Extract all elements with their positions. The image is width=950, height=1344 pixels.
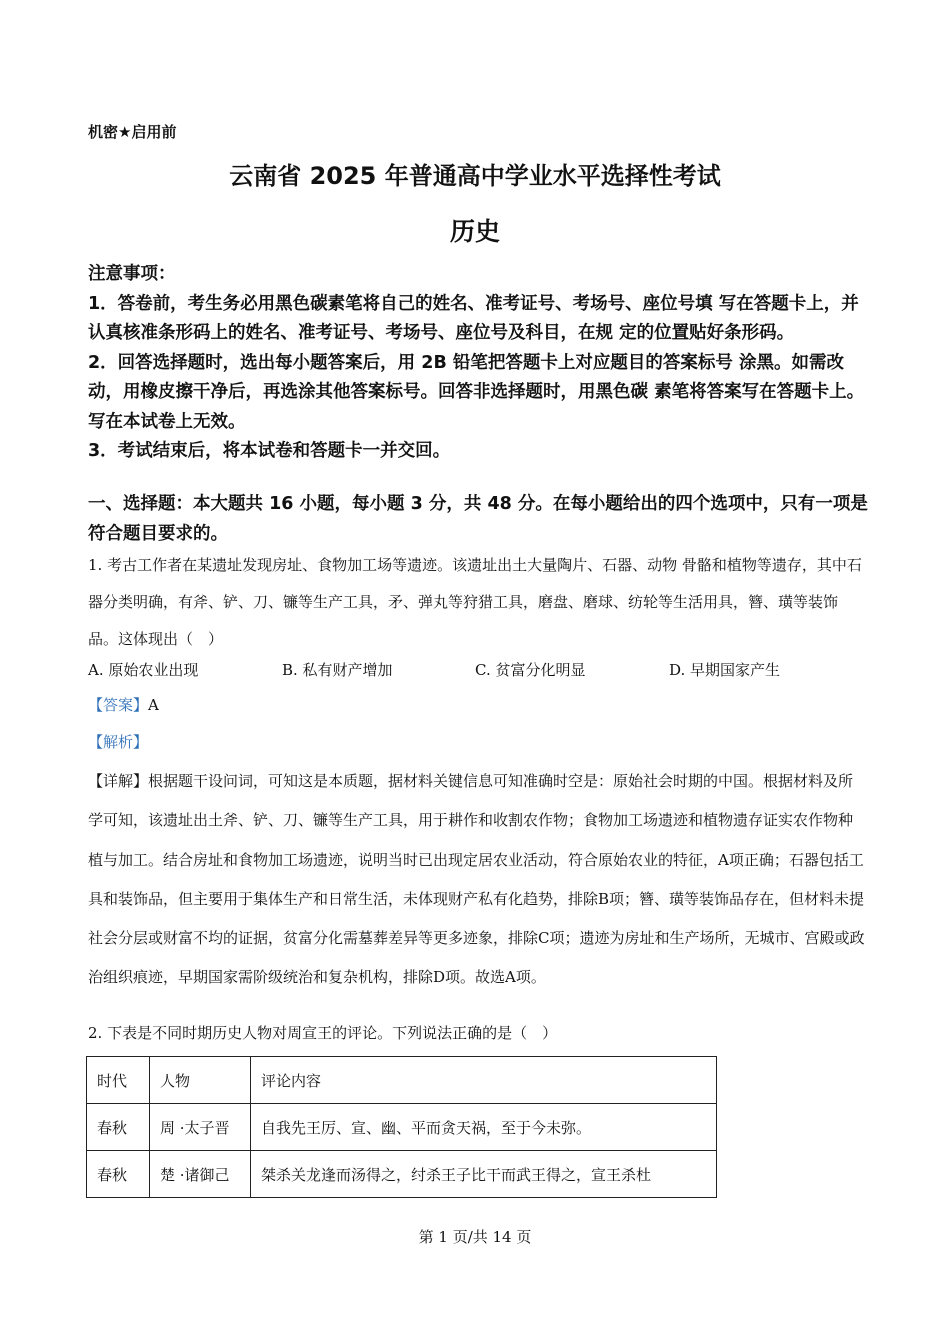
comment-table bbox=[86, 1056, 717, 1198]
question-2-stem: 2. 下表是不同时期历史人物对周宣王的评论。下列说法正确的是（ ） bbox=[88, 1024, 558, 1042]
table-cell: 周 ·太子晋 bbox=[150, 1104, 251, 1151]
table-cell: 桀杀关龙逢而汤得之，纣杀王子比干而武王得之，宣王杀杜 bbox=[251, 1151, 717, 1198]
page-footer: 第 1 页/共 14 页 bbox=[418, 1228, 532, 1246]
option-b: B. 私有财产增加 bbox=[282, 661, 393, 679]
table-header-cell: 时代 bbox=[87, 1057, 150, 1104]
option-c: C. 贫富分化明显 bbox=[475, 661, 586, 679]
notes-item: 2．回答选择题时，选出每小题答案后，用 2B 铅笔把答题卡上对应题目的答案标号 涂黑。如需改动，用橡皮擦干净后，再选涂其他答案标号。回答非选择题时，用黑色碳 素笔将答案写在答题卡上。写在本试卷上无效。 bbox=[88, 352, 865, 432]
exam-title: 云南省 2025 年普通高中学业水平选择性考试 bbox=[229, 162, 721, 190]
detail-text: 【详解】根据题干设问词，可知这是本质题，据材料关键信息可知准确时空是：原始社会时期的中国。根据材料及所学可知，该遗址出土斧、铲、刀、镰等生产工具，用于耕作和收割农作物；食物加工场遗迹和植物遗存证实农作物种植与加工。结合房址和食物加工场遗迹，说明当时已出现定居农业活动，符合原始农业的特征，A项正确；石器包括工具和装饰品，但主要用于集体生产和日常生活，未体现财产私有化趋势，排除B项；簪、璜等装饰品存在，但材料未提社会分层或财富不均的证据，贫富分化需墓葬差异等更多迹象，排除C项；遗迹为房址和生产场所，无城市、宫殿或政治组织痕迹，早期国家需阶级统治和复杂机构，排除D项。故选A项。 bbox=[88, 772, 865, 987]
table-cell: 春秋 bbox=[87, 1151, 150, 1198]
answer-label: 【答案】 bbox=[88, 696, 149, 714]
table-row bbox=[87, 1104, 717, 1151]
confidential-label: 机密★启用前 bbox=[88, 123, 177, 141]
question-1-options bbox=[88, 659, 866, 685]
notes-block bbox=[88, 260, 868, 467]
table-header-row bbox=[87, 1057, 717, 1104]
table-cell: 自我先王厉、宣、幽、平而贪天祸，至于今未弥。 bbox=[251, 1104, 717, 1151]
option-a: A. 原始农业出现 bbox=[88, 661, 199, 679]
question-1-stem bbox=[88, 547, 866, 658]
notes-heading: 注意事项： bbox=[88, 264, 176, 284]
answer-line bbox=[88, 694, 159, 715]
question-stem-text: 1. 考古工作者在某遗址发现房址、食物加工场等遗迹。该遗址出土大量陶片、石器、动物 骨骼和植物等遗存，其中石器分类明确，有斧、铲、刀、镰等生产工具，矛、弹丸等狩猎工具，磨盘、磨球、纺轮等生活用具，簪、璜等装饰品。这体现出（ ） bbox=[88, 556, 862, 648]
subject-title: 历史 bbox=[449, 217, 500, 246]
table-cell: 春秋 bbox=[87, 1104, 150, 1151]
detail-explanation bbox=[88, 762, 866, 998]
table-cell: 楚 ·诸御己 bbox=[150, 1151, 251, 1198]
option-d: D. 早期国家产生 bbox=[669, 661, 781, 679]
table-row bbox=[87, 1151, 717, 1198]
notes-item: 1．答卷前，考生务必用黑色碳素笔将自己的姓名、准考证号、考场号、座位号填 写在答题卡上，并认真核准条形码上的姓名、准考证号、考场号、座位号及科目，在规 定的位置贴好条形码。 bbox=[88, 293, 859, 343]
notes-item: 3．考试结束后，将本试卷和答题卡一并交回。 bbox=[88, 441, 451, 461]
analysis-label: 【解析】 bbox=[88, 733, 149, 751]
section-title: 一、选择题：本大题共 16 小题，每小题 3 分，共 48 分。在每小题给出的四个选项中，只有一项是符合题目要求的。 bbox=[88, 494, 868, 544]
table-header-cell: 人物 bbox=[150, 1057, 251, 1104]
table-header-cell: 评论内容 bbox=[251, 1057, 717, 1104]
answer-value: A bbox=[148, 696, 159, 714]
